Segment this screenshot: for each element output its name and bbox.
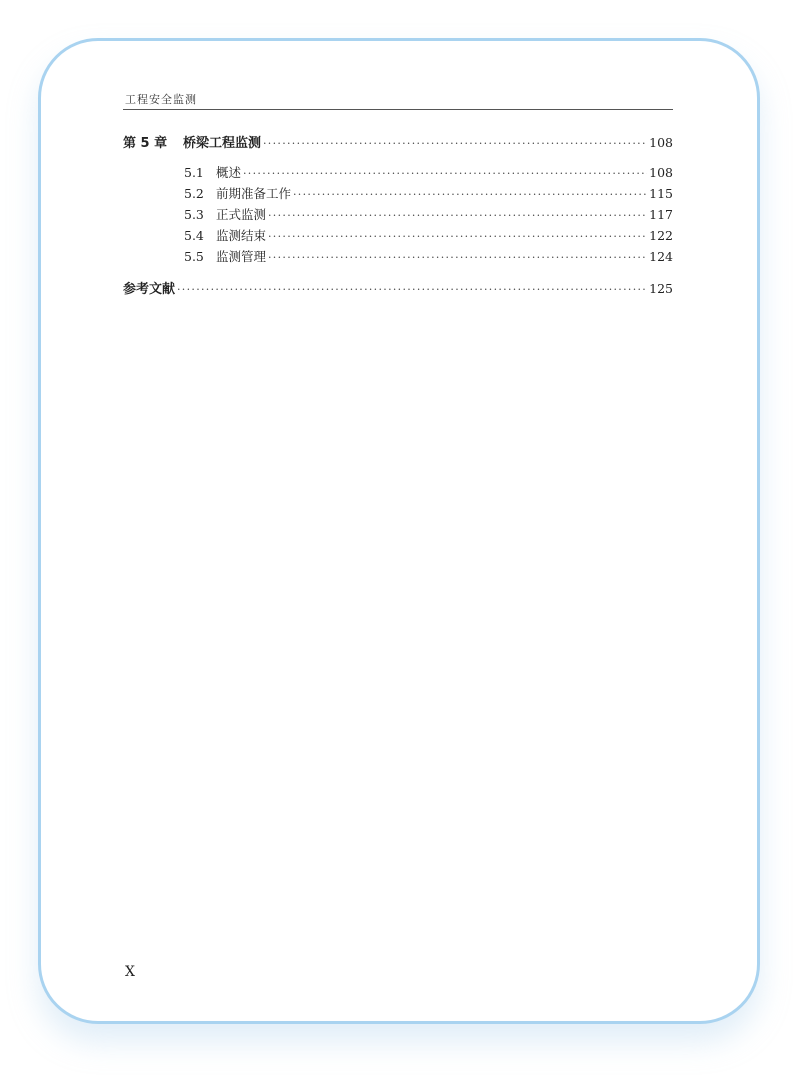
- toc-page-number: 122: [649, 228, 673, 243]
- toc-chapter-title: 桥梁工程监测: [183, 136, 262, 151]
- toc-section-row[interactable]: [123, 205, 673, 223]
- toc-section-number: 5.2: [184, 186, 204, 201]
- toc-section-title: 正式监测: [216, 207, 267, 222]
- toc-chapter-row[interactable]: [123, 132, 673, 151]
- toc-section-number: 5.5: [184, 249, 204, 264]
- toc-leader-dots: [177, 283, 647, 296]
- page-folio: X: [125, 964, 135, 980]
- toc-section-row[interactable]: [123, 184, 673, 202]
- running-head: 工程安全监测: [125, 93, 197, 106]
- toc-section-number: 5.4: [184, 228, 204, 243]
- toc-leader-dots: [268, 230, 647, 243]
- toc-page-number: 108: [649, 165, 673, 180]
- toc-chapter-number: 第 5 章: [123, 136, 168, 151]
- toc-page-number: 115: [649, 186, 673, 201]
- toc-references-row[interactable]: [123, 278, 673, 297]
- toc-section-title: 前期准备工作: [216, 186, 292, 201]
- toc-leader-dots: [293, 188, 647, 201]
- toc-page-number: 117: [649, 207, 673, 222]
- toc-section-title: 概述: [216, 165, 242, 180]
- toc-section-number: 5.3: [184, 207, 204, 222]
- toc-section-row[interactable]: [123, 247, 673, 265]
- toc-section-row[interactable]: [123, 163, 673, 181]
- toc-page-number: 124: [649, 249, 673, 264]
- toc-section-title: 监测结束: [216, 228, 267, 243]
- toc-references-title: 参考文献: [123, 282, 176, 297]
- toc-section-title: 监测管理: [216, 249, 267, 264]
- toc-page-number: 125: [649, 281, 673, 296]
- toc-leader-dots: [268, 209, 647, 222]
- header-rule: [123, 109, 673, 110]
- toc-section-number: 5.1: [184, 165, 204, 180]
- toc-leader-dots: [243, 167, 647, 180]
- toc-section-row[interactable]: [123, 226, 673, 244]
- toc-leader-dots: [268, 251, 647, 264]
- toc-leader-dots: [263, 137, 647, 150]
- toc-page-number: 108: [649, 135, 673, 150]
